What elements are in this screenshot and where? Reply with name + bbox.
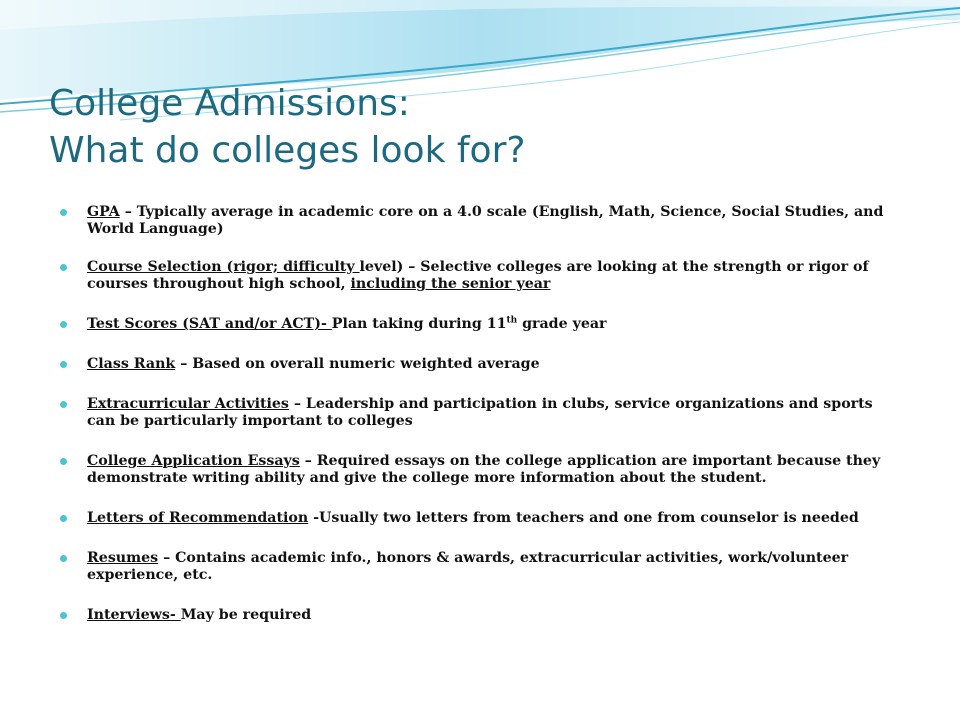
bullet-gpa (60, 204, 905, 238)
bullet-dot-icon (60, 555, 67, 562)
bullet-heading: Class Rank (87, 356, 176, 372)
bullet-heading: College Application Essays (87, 453, 300, 469)
bullet-dot-icon (60, 209, 67, 216)
bullet-course-selection (60, 259, 905, 293)
slide-title (49, 80, 929, 174)
bullet-class-rank (60, 356, 905, 373)
bullet-heading: Interviews- (87, 607, 181, 623)
bullet-text: – Leadership and participation in clubs, service organizations and sports can be particularly important to colleges (87, 396, 873, 429)
bullet-dot-icon (60, 515, 67, 522)
bullet-heading: Letters of Recommendation (87, 510, 309, 526)
bullet-text: – Contains academic info., honors & awards, extracurricular activities, work/volunteer experience, etc. (87, 550, 849, 583)
bullet-text: – Required essays on the college application are important because they demonstrate writing ability and give the college more information about the student. (87, 453, 881, 486)
bullet-dot-icon (60, 361, 67, 368)
bullet-heading: Resumes (87, 550, 159, 566)
bullet-extracurricular (60, 396, 905, 430)
bullet-heading: Test Scores (SAT and/or ACT)- (87, 316, 332, 332)
bullet-dot-icon (60, 458, 67, 465)
title-line-2: What do colleges look for? (49, 130, 526, 171)
bullet-text: level) – Selective colleges are looking at the strength or rigor of courses throughout high school, (87, 259, 869, 292)
bullet-emphasis: including the senior year (350, 276, 551, 292)
bullet-text: Plan taking during 11 (331, 316, 507, 332)
bullet-recommendation (60, 510, 905, 527)
bullet-text: May be required (180, 607, 312, 623)
bullet-dot-icon (60, 401, 67, 408)
bullet-text-end: grade year (517, 316, 607, 332)
criteria-list (60, 204, 905, 624)
bullet-text: – Typically average in academic core on a 4.0 scale (English, Math, Science, Social Studies, and World Language) (87, 204, 884, 237)
bullet-dot-icon (60, 321, 67, 328)
bullet-resumes (60, 550, 905, 584)
bullet-test-scores (60, 316, 905, 333)
bullet-superscript: th (506, 315, 518, 326)
bullet-dot-icon (60, 612, 67, 619)
bullet-interviews (60, 607, 905, 624)
bullet-heading: Course Selection (rigor; difficulty (87, 259, 360, 275)
title-line-1: College Admissions: (49, 83, 410, 124)
bullet-dot-icon (60, 264, 67, 271)
bullet-heading: Extracurricular Activities (87, 396, 289, 412)
bullet-essays (60, 453, 905, 487)
bullet-text: – Based on overall numeric weighted average (175, 356, 540, 372)
bullet-heading: GPA (87, 204, 120, 220)
bullet-text: -Usually two letters from teachers and one from counselor is needed (308, 510, 859, 526)
